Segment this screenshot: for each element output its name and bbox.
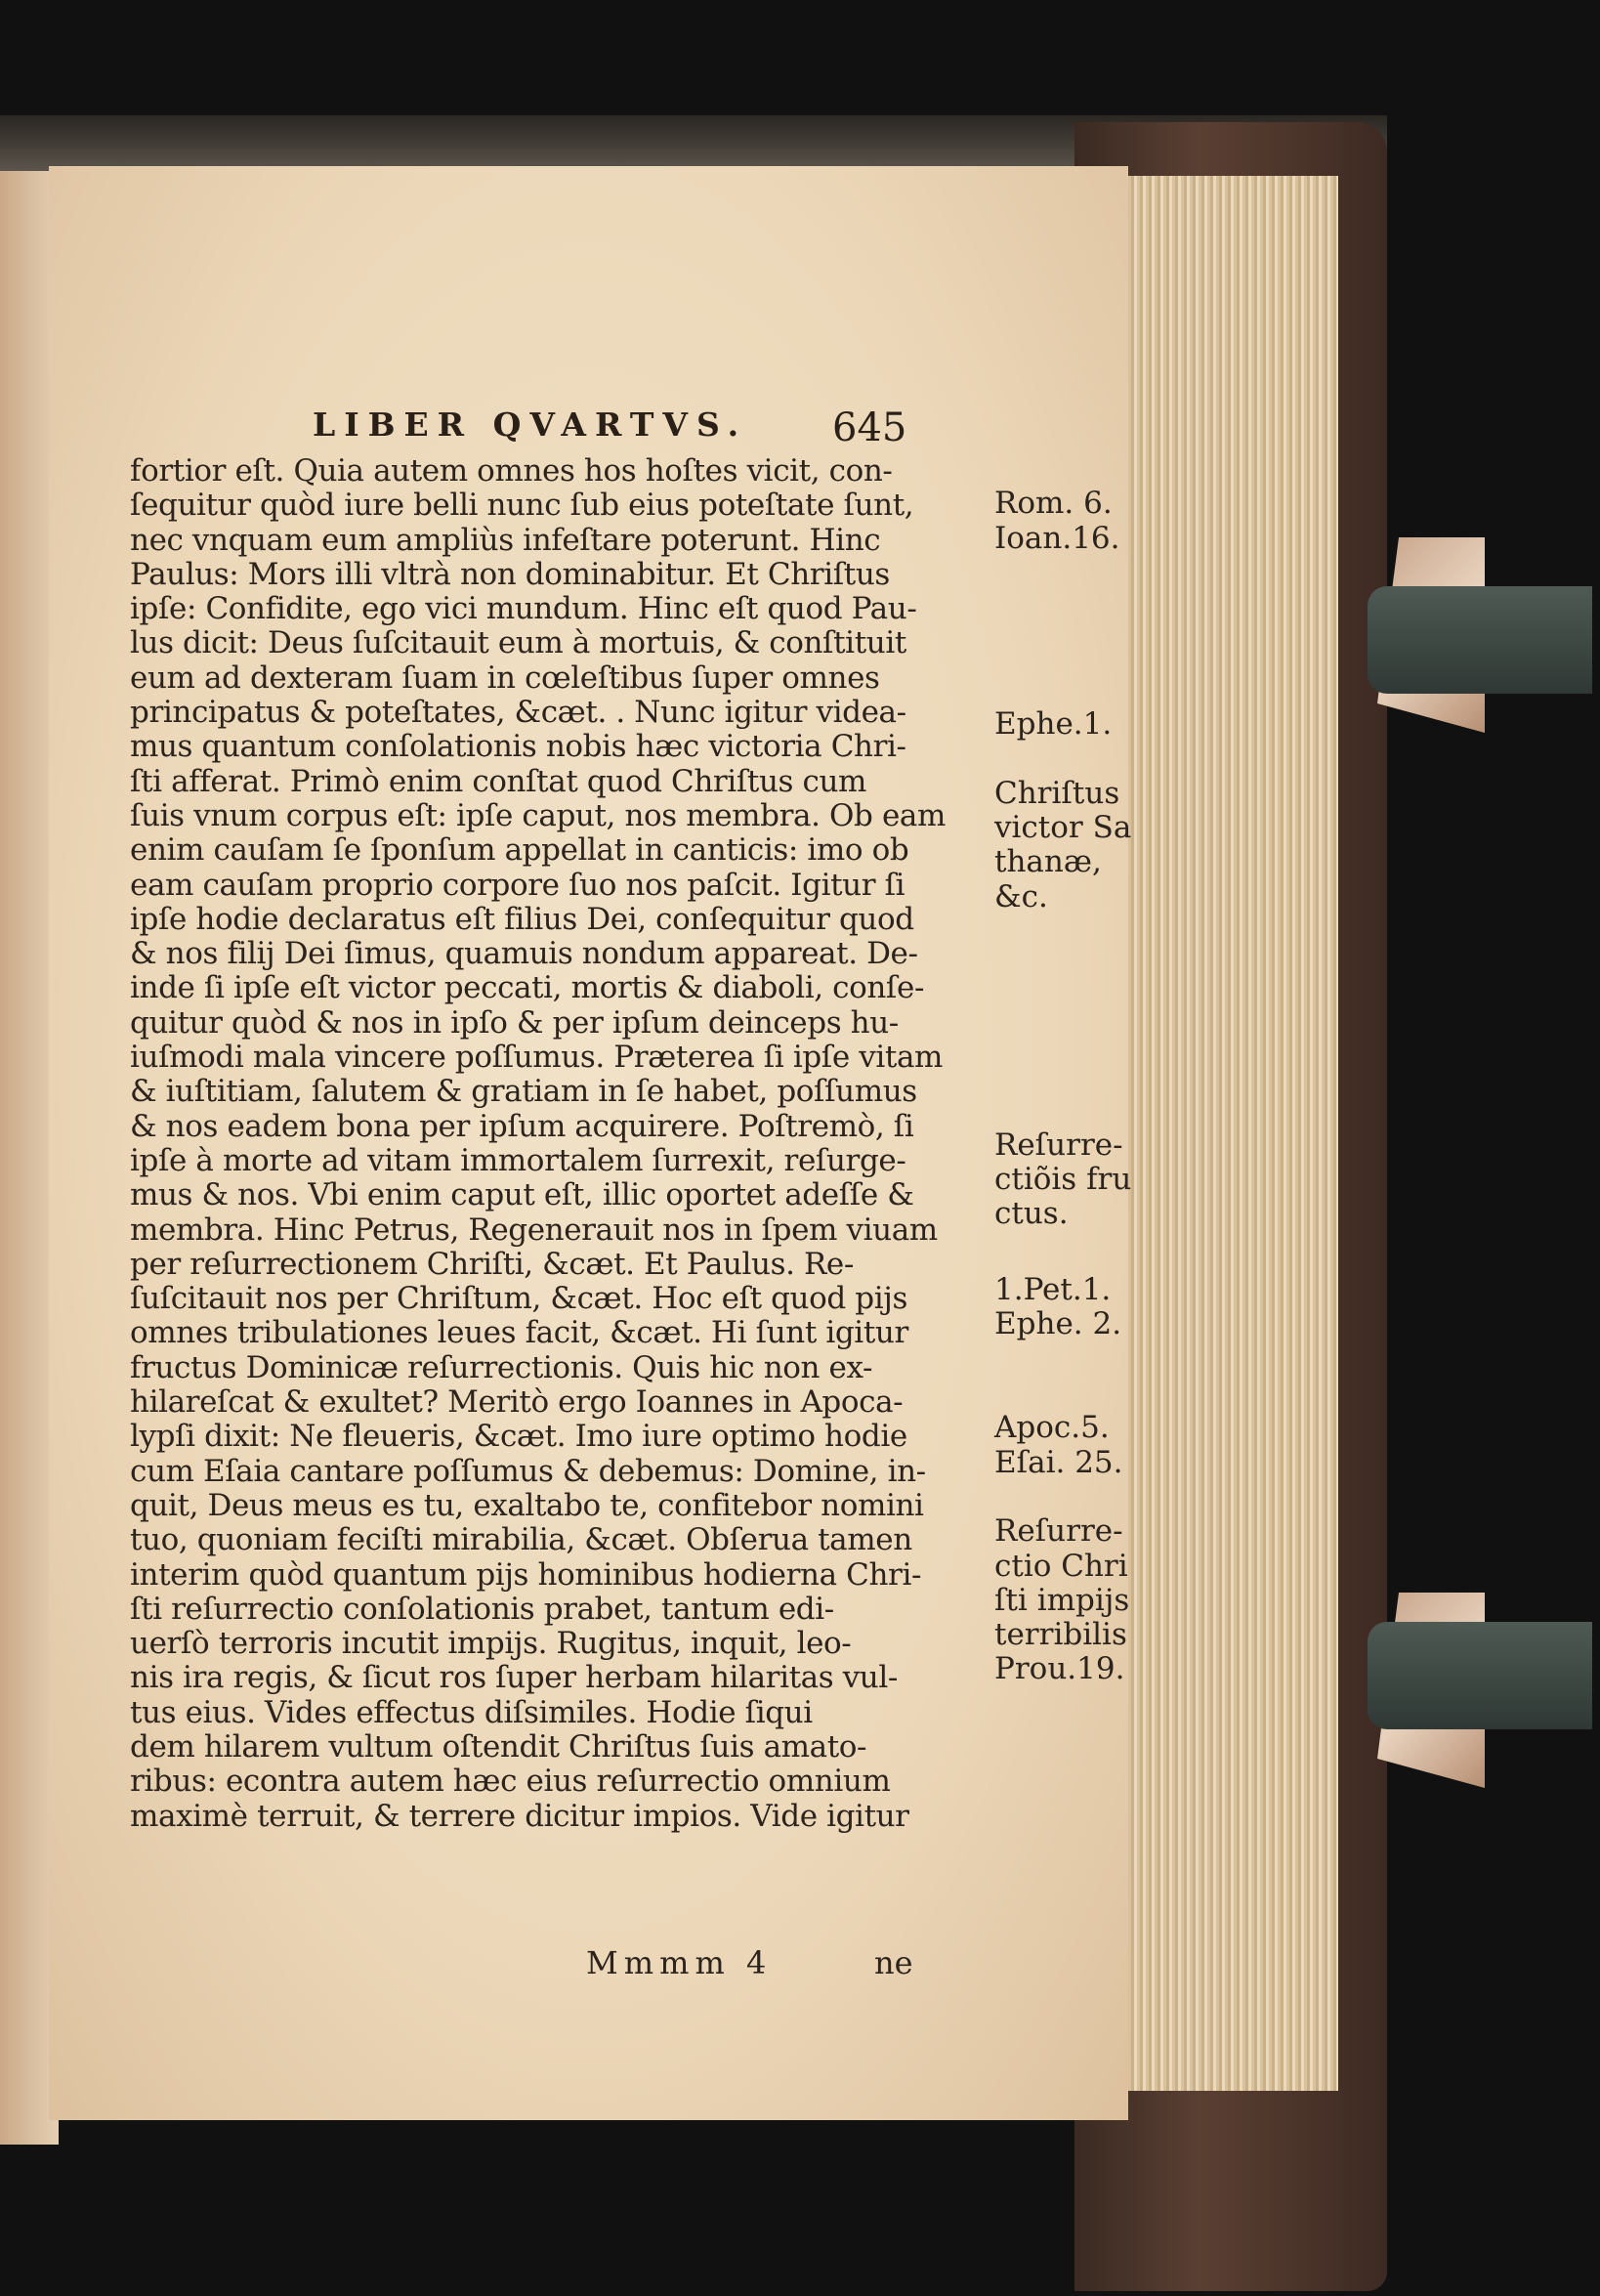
text-line: principatus & poteſtates, &cæt. . Nunc igitur videa- bbox=[130, 695, 906, 731]
text-line: eum ad dexteram ſuam in cœleſtibus ſuper omnes bbox=[130, 659, 880, 696]
clasp-lower bbox=[1368, 1622, 1592, 1729]
page-number: 645 bbox=[832, 405, 907, 450]
text-line: omnes tribulationes leues facit, &cæt. Hi ſunt igitur bbox=[130, 1315, 908, 1351]
text-line: ipſe à morte ad vitam immortalem ſurrexit, reſurge- bbox=[130, 1142, 906, 1178]
margin-note: 1.Pet.1. bbox=[994, 1272, 1112, 1308]
text-line: & nos filij Dei ſimus, quamuis nondum appareat. De- bbox=[130, 936, 918, 972]
text-line: fructus Dominicæ reſurrectionis. Quis hic non ex- bbox=[130, 1349, 873, 1385]
text-line: eam cauſam proprio corpore ſuo nos paſcit. Igitur ſi bbox=[130, 867, 905, 903]
text-line: ſti reſurrectio conſolationis prabet, tantum edi- bbox=[130, 1591, 834, 1627]
text-line: maximè terruit, & terrere dicitur impios. Vide igitur bbox=[130, 1798, 909, 1834]
text-line: uerſò terroris incutit impijs. Rugitus, inquit, leo- bbox=[130, 1626, 852, 1662]
text-line: lus dicit: Deus ſuſcitauit eum à mortuis, & conſtituit bbox=[130, 625, 906, 661]
text-line: mus quantum conſolationis nobis hæc victoria Chri- bbox=[130, 729, 906, 765]
margin-note: Ephe.1. bbox=[994, 706, 1113, 743]
signature-mark: Mmmm 4 bbox=[586, 1944, 773, 1981]
text-line: & iuſtitiam, ſalutem & gratiam in ſe habet, poſſumus bbox=[130, 1074, 917, 1110]
margin-note: thanæ, bbox=[994, 844, 1102, 880]
text-line: iuſmodi mala vincere poſſumus. Præterea ſi ipſe vitam bbox=[130, 1040, 944, 1076]
margin-note: Apoc.5. bbox=[994, 1410, 1110, 1446]
text-line: nis ira regis, & ſicut ros ſuper herbam hilaritas vul- bbox=[130, 1660, 898, 1696]
margin-note: victor Sa bbox=[994, 810, 1132, 846]
margin-note: Reſurre- bbox=[994, 1127, 1123, 1163]
text-line: & nos eadem bona per ipſum acquirere. Poſtremò, ſi bbox=[130, 1108, 914, 1144]
catchword: ne bbox=[874, 1944, 913, 1981]
text-line: ipſe hodie declaratus eſt filius Dei, conſequitur quod bbox=[130, 901, 914, 937]
text-line: membra. Hinc Petrus, Regenerauit nos in ſpem viuam bbox=[130, 1212, 938, 1248]
text-line: ſti afferat. Primò enim conſtat quod Chriſtus cum bbox=[130, 763, 867, 799]
text-line: tuo, quoniam feciſti mirabilia, &cæt. Obſerua tamen bbox=[130, 1522, 912, 1558]
margin-note: ctio Chri bbox=[994, 1548, 1128, 1584]
text-line: quitur quòd & nos in ipſo & per ipſum deinceps hu- bbox=[130, 1004, 899, 1041]
margin-note: &c. bbox=[994, 878, 1048, 914]
margin-note: Eſai. 25. bbox=[994, 1444, 1123, 1480]
text-line: inde ſi ipſe eſt victor peccati, mortis & diaboli, conſe- bbox=[130, 970, 925, 1006]
text-line: fortior eſt. Quia autem omnes hos hoſtes vicit, con- bbox=[130, 453, 893, 489]
text-line: per reſurrectionem Chriſti, &cæt. Et Paulus. Re- bbox=[130, 1246, 854, 1282]
text-line: ribus: econtra autem hæc eius reſurrectio omnium bbox=[130, 1764, 891, 1800]
text-line: nec vnquam eum ampliùs infeſtare poterunt. Hinc bbox=[130, 522, 881, 558]
margin-note: Prou.19. bbox=[994, 1651, 1125, 1687]
text-line: tus eius. Vides effectus diſsimiles. Hodie ſiqui bbox=[130, 1694, 813, 1730]
body-text bbox=[130, 453, 1132, 1834]
text-line: mus & nos. Vbi enim caput eſt, illic oportet adeſſe & bbox=[130, 1177, 914, 1213]
text-line: hilareſcat & exultet? Meritò ergo Ioannes in Apoca- bbox=[130, 1384, 904, 1421]
margin-note: ſti impijs bbox=[994, 1582, 1130, 1618]
text-line: enim cauſam ſe ſponſum appellat in canticis: imo ob bbox=[130, 832, 909, 869]
margin-note: Ioan.16. bbox=[994, 520, 1120, 556]
text-line: quit, Deus meus es tu, exaltabo te, confitebor nomini bbox=[130, 1487, 924, 1523]
running-head: LIBER QVARTVS. bbox=[313, 405, 748, 444]
book-page bbox=[49, 166, 1132, 2120]
text-line: cum Eſaia cantare poſſumus & debemus: Domine, in- bbox=[130, 1453, 926, 1489]
text-line: ſuſcitauit nos per Chriſtum, &cæt. Hoc eſt quod pijs bbox=[130, 1281, 907, 1317]
text-line: ipſe: Confidite, ego vici mundum. Hinc eſt quod Pau- bbox=[130, 591, 917, 627]
margin-note: Reſurre- bbox=[994, 1513, 1123, 1550]
page-block-edges bbox=[1114, 176, 1338, 2091]
text-line: ſuis vnum corpus eſt: ipſe caput, nos membra. Ob eam bbox=[130, 797, 946, 833]
margin-note: terribilis bbox=[994, 1617, 1127, 1653]
clasp-upper bbox=[1368, 586, 1592, 694]
text-line: interim quòd quantum pijs hominibus hodierna Chri- bbox=[130, 1556, 922, 1593]
text-line: ſequitur quòd iure belli nunc ſub eius poteſtate ſunt, bbox=[130, 488, 914, 524]
margin-note: Chriſtus bbox=[994, 775, 1120, 811]
text-line: Paulus: Mors illi vltrà non dominabitur. Et Chriſtus bbox=[130, 556, 890, 592]
margin-note: ctiõis fru bbox=[994, 1162, 1132, 1198]
margin-note: ctus. bbox=[994, 1196, 1069, 1232]
text-line: lypſi dixit: Ne fleueris, &cæt. Imo iure optimo hodie bbox=[130, 1419, 907, 1455]
margin-note: Ephe. 2. bbox=[994, 1306, 1122, 1342]
margin-note: Rom. 6. bbox=[994, 486, 1113, 522]
text-line: dem hilarem vultum oſtendit Chriſtus ſuis amato- bbox=[130, 1728, 867, 1765]
